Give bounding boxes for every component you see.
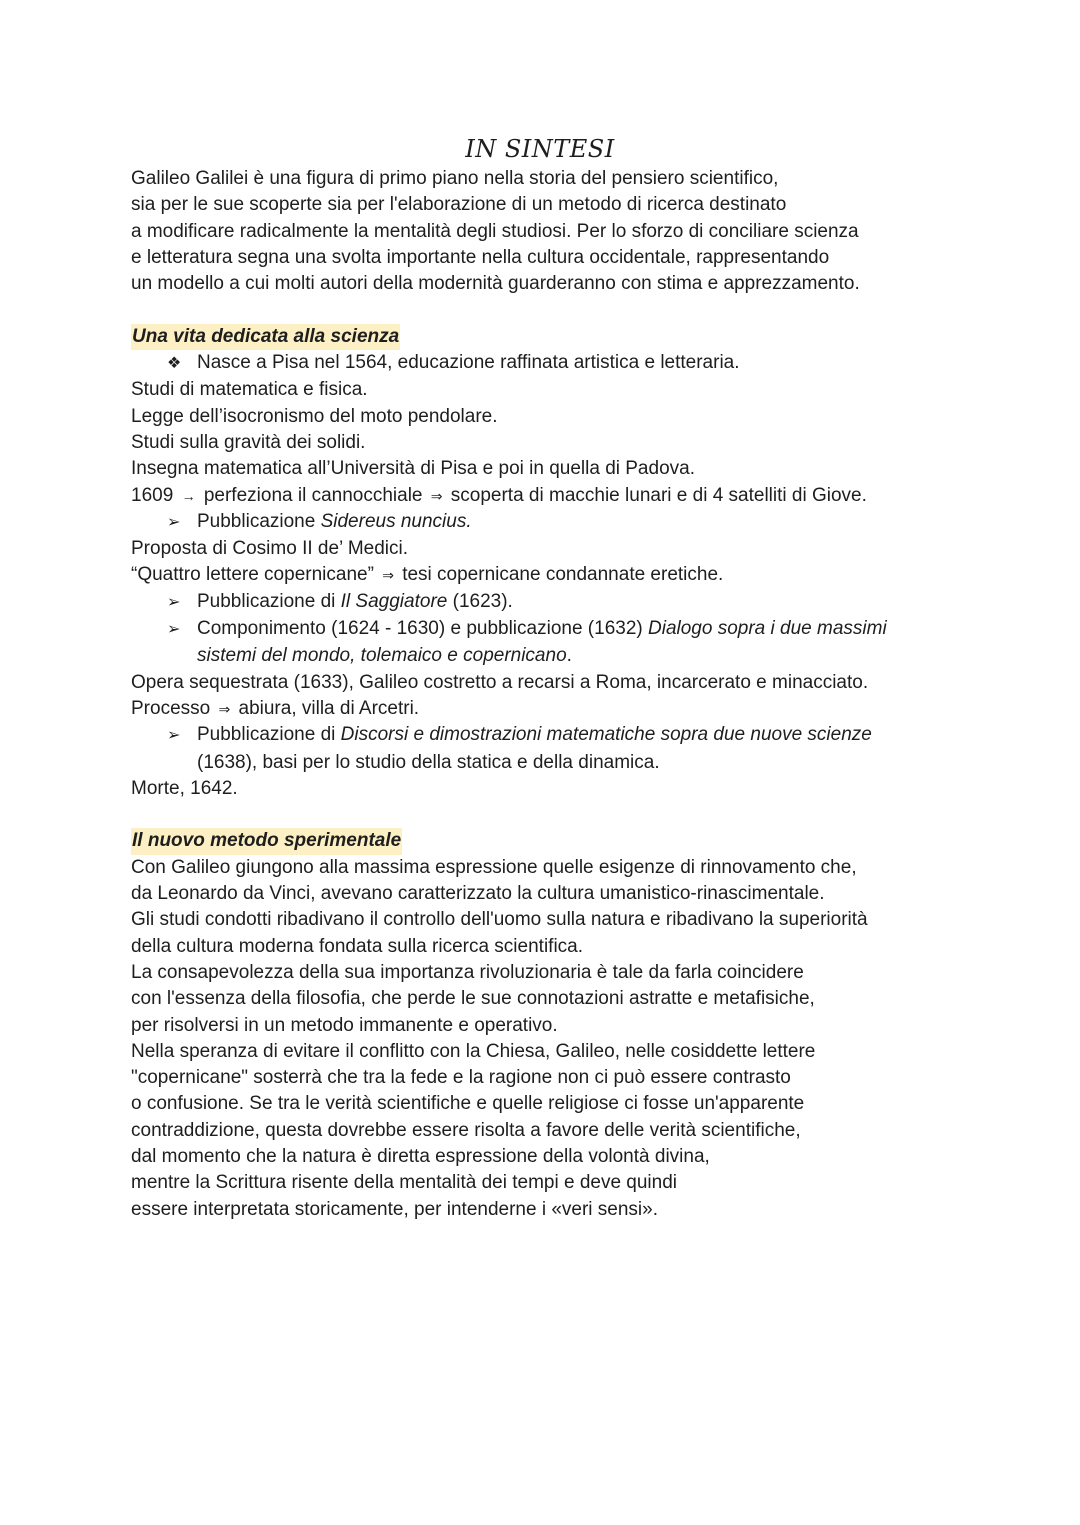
text-line: Morte, 1642. [131, 777, 238, 799]
text-line: Legge dell’isocronismo del moto pendolare. [131, 405, 498, 427]
page-title: IN SINTESI [465, 135, 615, 163]
text-line: Proposta di Cosimo II de’ Medici. [131, 538, 409, 560]
text-line: essere interpretata storicamente, per intenderne i «veri sensi». [131, 1198, 658, 1220]
document-page [131, 132, 1031, 1223]
text-line: Nella speranza di evitare il conflitto con la Chiesa, Galileo, nelle cosiddette lettere [131, 1040, 816, 1062]
text-line: dal momento che la natura è diretta espressione della volontà divina, [131, 1145, 710, 1167]
implies-arrow-icon: ⇒ [218, 700, 231, 717]
text-line: “Quattro lettere copernicane” ⇒ tesi copernicane condannate eretiche. [131, 562, 1031, 588]
text-line: La consapevolezza della sua importanza rivoluzionaria è tale da farla coincidere [131, 961, 804, 983]
arrowhead-bullet-icon: ➢ [167, 593, 181, 611]
list-item: ➢ Pubblicazione di Il Saggiatore (1623). [131, 589, 1031, 616]
list-item: ➢ Pubblicazione di Discorsi e dimostrazioni matematiche sopra due nuove scienze [131, 722, 1031, 749]
arrowhead-bullet-icon: ➢ [167, 727, 181, 745]
text-line: "copernicane" sosterrà che tra la fede e la ragione non ci può essere contrasto [131, 1067, 791, 1089]
text-line: Gli studi condotti ribadivano il controllo dell'uomo sulla natura e ribadivano la superiorità [131, 909, 868, 931]
diamond-bullet-icon: ❖ [167, 355, 182, 373]
intro-line: un modello a cui molti autori della modernità guarderanno con stima e apprezzamento. [131, 273, 860, 295]
text-line: con l'essenza della filosofia, che perde le sue connotazioni astratte e metafisiche, [131, 988, 815, 1010]
intro-line: a modificare radicalmente la mentalità degli studiosi. Per lo sforzo di conciliare scienza [131, 220, 859, 242]
text-line: Processo ⇒ abiura, villa di Arcetri. [131, 696, 1031, 722]
text-line: Con Galileo giungono alla massima espressione quelle esigenze di rinnovamento che, [131, 856, 857, 878]
text-line: Opera sequestrata (1633), Galileo costretto a recarsi a Roma, incarcerato e minacciato. [131, 671, 869, 693]
text-line: da Leonardo da Vinci, avevano caratterizzato la cultura umanistico-rinascimentale. [131, 883, 825, 905]
text-line: mentre la Scrittura risente della mentalità dei tempi e deve quindi [131, 1172, 678, 1194]
text-line: Studi di matematica e fisica. [131, 379, 368, 401]
intro-line: sia per le sue scoperte sia per l'elaborazione di un metodo di ricerca destinato [131, 194, 787, 216]
section-heading-method: Il nuovo metodo sperimentale [131, 828, 402, 854]
arrowhead-bullet-icon: ➢ [167, 621, 181, 639]
list-item: ➢ Componimento (1624 - 1630) e pubblicazione (1632) Dialogo sopra i due massimi [131, 616, 1031, 643]
text-line: o confusione. Se tra le verità scientifiche e quelle religiose ci fosse un'apparente [131, 1093, 805, 1115]
text-line: Insegna matematica all’Università di Pisa e poi in quella di Padova. [131, 458, 695, 480]
list-item-continuation: (1638), basi per lo studio della statica e della dinamica. [197, 751, 660, 773]
implies-arrow-icon: ⇒ [430, 487, 443, 504]
text-line: Studi sulla gravità dei solidi. [131, 431, 366, 453]
section-life [131, 324, 1031, 802]
text-line: della cultura moderna fondata sulla ricerca scientifica. [131, 935, 584, 957]
intro-line: e letteratura segna una svolta importante nella cultura occidentale, rappresentando [131, 246, 830, 268]
section-heading-life: Una vita dedicata alla scienza [131, 324, 400, 350]
list-item: ➢ Pubblicazione Sidereus nuncius. [131, 509, 1031, 536]
intro-paragraph [131, 166, 1031, 297]
text-line: per risolversi in un metodo immanente e operativo. [131, 1014, 558, 1036]
intro-line: Galileo Galilei è una figura di primo piano nella storia del pensiero scientifico, [131, 168, 779, 189]
right-arrow-icon: → [181, 487, 196, 504]
list-item: ❖ Nasce a Pisa nel 1564, educazione raffinata artistica e letteraria. [131, 350, 1031, 377]
arrowhead-bullet-icon: ➢ [167, 513, 181, 531]
implies-arrow-icon: ⇒ [382, 567, 394, 584]
section-method [131, 828, 1031, 1222]
list-item-continuation: sistemi del mondo, tolemaico e copernicano. [197, 645, 572, 667]
text-line: 1609 → perfeziona il cannocchiale ⇒ scoperta di macchie lunari e di 4 satelliti di Giove. [131, 483, 1031, 509]
text-line: contraddizione, questa dovrebbe essere risolta a favore delle verità scientifiche, [131, 1119, 801, 1141]
